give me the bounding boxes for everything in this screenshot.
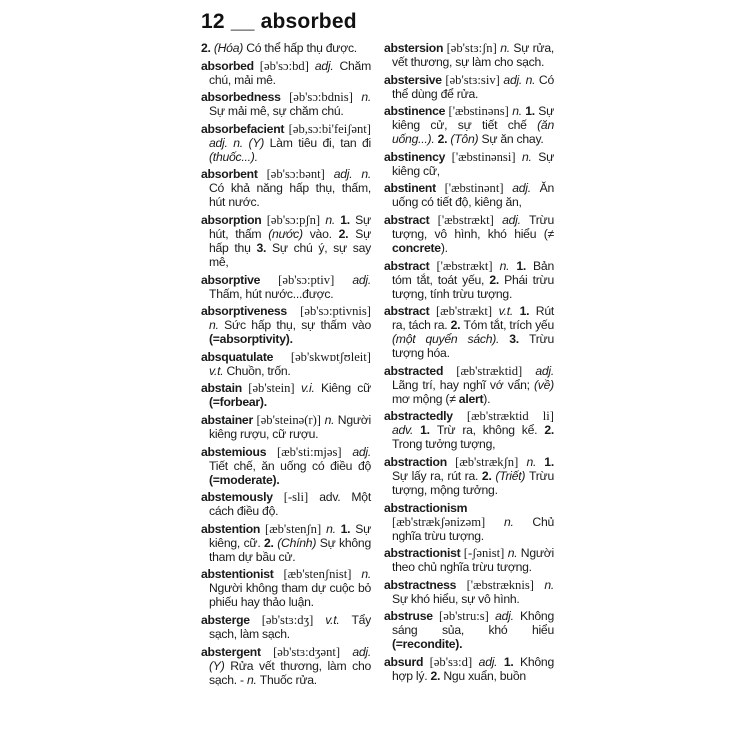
definition-text: Trong tưởng tượng, [392, 437, 496, 452]
phonetic: [əb'sɔ:ptivnis] [300, 304, 371, 319]
page-header [201, 10, 357, 34]
bold-text: 1. [340, 521, 356, 536]
italic-text: adj. (Y) [209, 644, 371, 673]
phonetic: [əb,sɔ:bi'feiʃənt] [288, 121, 371, 136]
phonetic: ['æbstinənt] [444, 181, 513, 196]
bold-text: 2. [430, 668, 444, 683]
definition-text: Bản tóm tắt, toát yếu, [392, 258, 554, 287]
italic-text: v.t. [325, 612, 352, 627]
phonetic: [-ʃənist] [463, 546, 508, 561]
definition-text: Lãng trí, hay nghĩ vớ vẩn; [392, 377, 534, 392]
italic-text: n. [503, 514, 533, 529]
italic-text: v.i. [300, 381, 321, 396]
phonetic: ['æbstinənsi] [451, 149, 523, 164]
headword: abstergent [201, 644, 274, 659]
definition-text: Sự kiêng, cữ. [209, 521, 371, 550]
bold-text: 2. [450, 318, 464, 333]
dictionary-entry [201, 167, 371, 209]
dictionary-entry [201, 350, 371, 378]
dictionary-entry [201, 567, 371, 609]
phonetic: [əb'sɔ:ptiv] [278, 272, 353, 287]
definition-text: Sự lấy ra, rút ra. [392, 468, 482, 483]
dictionary-entry [384, 181, 554, 209]
definition-text: Chuồn, trốn. [226, 363, 291, 378]
phonetic: ['æbstræknis] [466, 577, 545, 592]
definition-text: Sự hấp thụ [209, 226, 371, 255]
phonetic: [əb'sɔ:pʃn] [266, 212, 326, 227]
dictionary-entry [384, 73, 554, 101]
dictionary-entry [384, 609, 554, 651]
dictionary-entry [201, 613, 371, 641]
italic-text: n. [526, 454, 545, 469]
definition-text: Trừu tượng, mộng tưởng. [392, 468, 554, 497]
headword: absorbedness [201, 90, 290, 105]
phonetic: [æb'sti:mjəs] [277, 444, 353, 459]
bold-text: 1. [525, 104, 539, 119]
italic-text: n. [522, 149, 539, 164]
bold-text: 1. [516, 258, 534, 273]
dictionary-entry [201, 490, 371, 518]
dictionary-entry [201, 645, 371, 687]
bold-text: (=forbear). [209, 395, 267, 410]
phonetic: [-sli] [283, 490, 320, 505]
dictionary-entry [384, 546, 554, 574]
bold-text: (=recondite). [392, 637, 463, 652]
headword: abstentionist [201, 567, 284, 582]
italic-text: adj. [352, 444, 371, 459]
headword: abstracted [384, 363, 457, 378]
italic-text: adj. [495, 609, 520, 624]
dictionary-entry [384, 655, 554, 683]
headword: absorption [201, 212, 267, 227]
definition-text: Tóm tắt, trích yếu [463, 318, 554, 333]
definition-text: Sự rửa, vết thương, sự làm cho sạch. [392, 41, 554, 69]
definition-text: Rút ra, tách ra. [392, 304, 554, 333]
definition-text: Tiết chế, ăn uống có điều độ [209, 458, 371, 473]
dictionary-entry [201, 304, 371, 346]
phonetic: [əb'stein] [248, 381, 301, 396]
definition-text: Phái trừu tượng, tính trừu tượng. [392, 272, 554, 301]
italic-text: (về) [534, 377, 554, 392]
phonetic: [əb'stɜ:dʒ] [261, 612, 326, 627]
definition-text: Làm tiêu đi, tan đi [269, 135, 372, 150]
page-number: 12 [201, 10, 225, 33]
headword: absorbed [201, 58, 260, 73]
headword: abstractionism [384, 500, 468, 515]
bold-text: 2. [338, 226, 356, 241]
bold-text: 2. [481, 468, 496, 483]
italic-text: adj. [352, 272, 371, 287]
definition-text: Chăm chú, mải mê. [209, 58, 371, 87]
phonetic: [æb'strækt] [435, 304, 499, 319]
headword: abstract [384, 258, 437, 273]
definition-text: Sự mải mê, sự chăm chú. [209, 104, 344, 119]
phonetic: ['æbstrækt] [437, 212, 503, 227]
headword: abstract [384, 212, 438, 227]
bold-text: 3. [509, 332, 529, 347]
headword: absterge [201, 612, 262, 627]
phonetic: ['æbstinəns] [448, 104, 513, 119]
phonetic: [əb'stɜ:ʃn] [446, 41, 501, 55]
dictionary-entry [201, 90, 371, 118]
headword: abstemious [201, 444, 278, 459]
bold-text: 1. [544, 454, 554, 469]
bold-text: 2. [489, 272, 505, 287]
definition-text: Ngu xuẩn, buồn [443, 668, 526, 683]
italic-text: adj. n. (Y) [209, 135, 270, 150]
definition-text: Trừu tượng, vô hình, khó hiểu (≠ [392, 212, 554, 241]
definition-text: Người theo chủ nghĩa trừu tượng. [392, 546, 554, 575]
bold-text: (=moderate). [209, 472, 280, 487]
phonetic: [æb'stræktid li] [466, 409, 554, 424]
dictionary-entry [201, 273, 371, 301]
headword: abstinence [384, 104, 449, 119]
definition-text: Ăn uống có tiết độ, kiêng ăn, [392, 181, 554, 210]
italic-text: n. [512, 104, 526, 119]
phonetic: [æb'stenʃn] [265, 521, 327, 536]
phonetic: [əb'sɔ:bənt] [266, 167, 334, 182]
definition-text: Không hợp lý. [392, 654, 554, 683]
dictionary-entry [384, 578, 554, 606]
bold-text: concrete [392, 240, 441, 255]
definition-text: Người kiêng rượu, cữ rượu. [209, 412, 371, 441]
italic-text: adj. [478, 654, 504, 669]
dictionary-entry [201, 213, 371, 269]
definition-text: Thấm, hút nước...được. [209, 286, 334, 301]
headword: abstinent [384, 181, 445, 196]
phonetic: [əb'skwɒtʃʊleit] [290, 349, 371, 364]
italic-text: n. [246, 672, 260, 687]
definition-text: Sự khó hiểu, sự vô hình. [392, 591, 520, 606]
headword: abstractedly [384, 409, 467, 424]
dictionary-entry [384, 150, 554, 178]
dictionary-entry [201, 522, 371, 564]
definition-text: Chủ nghĩa trừu tượng. [392, 514, 554, 543]
phonetic: [əb'sɔ:bd] [259, 58, 315, 73]
headword: abstainer [201, 412, 257, 427]
bold-text: 3. [256, 240, 272, 255]
headword: abstruse [384, 609, 440, 624]
dictionary-entry [384, 213, 554, 255]
definition-text: ). [483, 391, 491, 406]
dictionary-entry [384, 364, 554, 406]
headword: abstract [384, 304, 436, 319]
definition-text: mơ mộng (≠ [392, 391, 459, 406]
italic-text: n. [499, 258, 517, 273]
italic-text: v.t. [498, 304, 520, 319]
headword: absquatulate [201, 349, 291, 364]
guide-word: absorbed [260, 10, 357, 33]
dictionary-entry [201, 413, 371, 441]
headword: abstain [201, 381, 249, 396]
phonetic: [æb'strækʃn] [455, 454, 527, 469]
definition-text: Sức hấp thụ, sự thấm vào [224, 318, 371, 333]
bold-text: (=absorptivity). [209, 332, 293, 347]
italic-text: v.t. [209, 363, 227, 378]
headword: abstractionist [384, 546, 464, 561]
italic-text: adj. [314, 58, 340, 73]
headword: absorptiveness [201, 304, 301, 319]
phonetic: [æb'strækʃənizəm] [392, 514, 504, 529]
bold-text: 2. [201, 41, 214, 55]
phonetic: [əb'stɜ:dʒənt] [273, 644, 353, 659]
italic-text: n. [361, 90, 371, 105]
phonetic: [æb'stræktid] [456, 363, 536, 378]
dictionary-entry [384, 104, 554, 146]
italic-text: adj. [502, 212, 529, 227]
definition-text: ). [440, 240, 448, 255]
bold-text: 1. [420, 423, 437, 438]
dictionary-entry [201, 59, 371, 87]
definition-text: Tẩy sạch, làm sạch. [209, 612, 372, 641]
italic-text: (nước) [268, 226, 310, 241]
bold-text: alert [458, 391, 484, 406]
headword: abstractness [384, 577, 467, 592]
bold-text: 2. [264, 535, 278, 550]
dictionary-entry [201, 381, 371, 409]
dictionary-entry [384, 304, 554, 360]
definition-text: Trừ ra, không kể. [436, 423, 545, 438]
bold-text: 2. [544, 423, 554, 438]
definition-text: Sự hút, thấm [209, 212, 371, 241]
phonetic: ['æbstrækt] [436, 258, 500, 273]
headword: absorbent [201, 167, 267, 182]
phonetic: [əb'stɜ:siv] [445, 72, 504, 87]
italic-text: n. [507, 546, 521, 561]
definition-text: Có khả năng hấp thụ, thấm, hút nước. [209, 181, 371, 210]
italic-text: n. [361, 567, 371, 582]
definition-text: Trừu tượng hóa. [392, 332, 554, 361]
dictionary-entry [384, 455, 554, 497]
definition-text: Rửa vết thương, làm cho sạch. - [209, 658, 371, 687]
dictionary-entry [384, 259, 554, 301]
definition-text: Sự kiêng cử, sự tiết chế [392, 104, 554, 133]
phonetic: [əb'steinə(r)] [256, 412, 325, 427]
definition-text: Sự ăn chay. [481, 132, 544, 147]
italic-text: n. [326, 521, 341, 536]
left-column [201, 41, 371, 690]
italic-text: (Tôn) [450, 132, 482, 147]
italic-text: (Chính) [277, 535, 320, 550]
italic-text: (Hóa) [213, 41, 247, 55]
headword: absorbefacient [201, 121, 289, 136]
headword: absorptive [201, 272, 279, 287]
bold-text: 2. [437, 132, 451, 147]
phonetic: [æb'stenʃnist] [283, 567, 362, 582]
definition-text: Có thể hấp thụ được. [246, 41, 357, 55]
dictionary-entry [384, 409, 554, 451]
italic-text: (một quyển sách). [392, 332, 510, 347]
italic-text: (ăn uống...). [392, 118, 554, 147]
headword: abstersion [384, 41, 447, 55]
right-column [384, 41, 554, 687]
definition-text: Sự chú ý, sự say mê, [209, 240, 371, 269]
dictionary-entry [384, 501, 554, 543]
headword: abstention [201, 521, 266, 536]
phonetic: [əb'sɜ:d] [429, 654, 479, 669]
bold-text: 1. [340, 212, 356, 227]
italic-text: adj. n. [503, 72, 539, 87]
definition-text: Người không tham dự cuộc bỏ phiếu hay thảo luận. [209, 581, 371, 610]
definition-text: Có thể dùng để rửa. [392, 72, 555, 101]
phonetic: [əb'stru:s] [439, 609, 496, 624]
italic-text: (Triết) [495, 468, 529, 483]
definition-text: Kiêng cữ [320, 381, 371, 396]
dictionary-entry [201, 122, 371, 164]
definition-text: Không sáng sủa, khó hiểu [392, 609, 554, 638]
italic-text: n. [324, 412, 338, 427]
italic-text: adj. n. [333, 167, 371, 182]
italic-text: adj. [512, 181, 540, 196]
headword: abstemously [201, 490, 284, 505]
headword: abstraction [384, 454, 456, 469]
definition-text: adv. Một cách điều độ. [209, 490, 371, 519]
definition-text: Sự kiêng cữ, [392, 149, 554, 178]
italic-text: n. [325, 212, 341, 227]
italic-text: (thuốc...). [209, 149, 258, 164]
bold-text: 1. [519, 304, 536, 319]
header-separator: __ [230, 10, 255, 33]
headword: absurd [384, 654, 430, 669]
headword: abstersive [384, 72, 446, 87]
headword: abstinency [384, 149, 452, 164]
bold-text: 1. [503, 654, 520, 669]
phonetic: [əb'sɔ:bdnis] [289, 90, 362, 105]
italic-text: adv. [392, 423, 421, 438]
definition-text: Thuốc rửa. [259, 672, 317, 687]
dictionary-entry [201, 445, 371, 487]
dictionary-entry [384, 41, 554, 69]
dictionary-entry [201, 41, 371, 55]
italic-text: n. [500, 41, 514, 55]
definition-text: Sự không tham dự bầu cử. [209, 535, 371, 564]
italic-text: n. [209, 318, 225, 333]
italic-text: n. [544, 577, 554, 592]
italic-text: adj. [535, 363, 554, 378]
definition-text: vào. [309, 226, 339, 241]
